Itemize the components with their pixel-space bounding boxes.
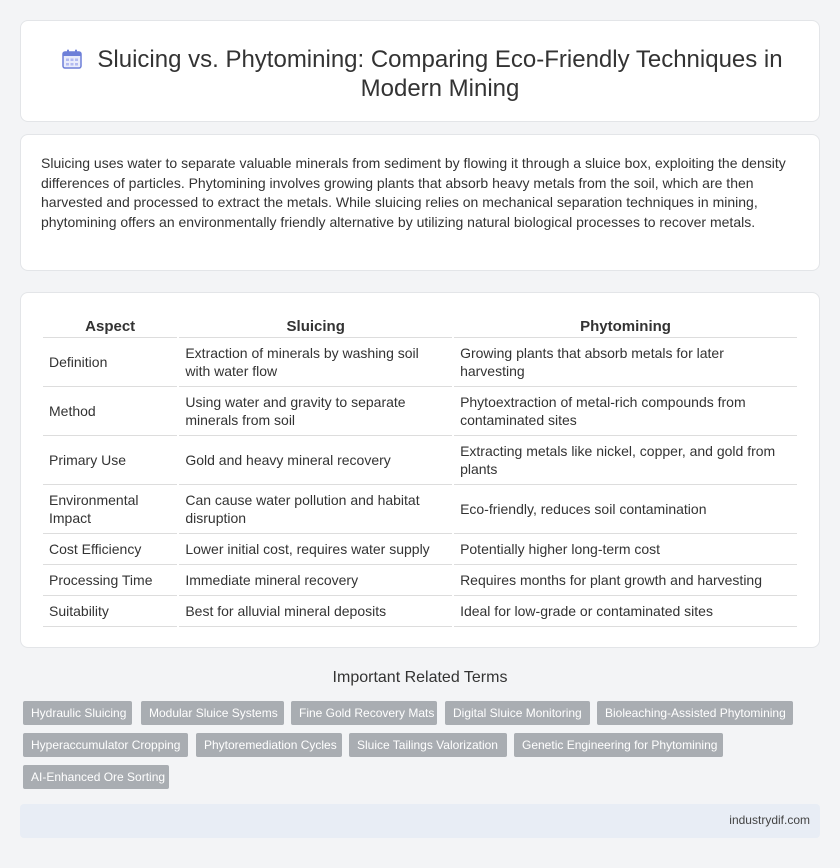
comparison-card: [20, 292, 820, 648]
sluicing-cell: Lower initial cost, requires water supply: [179, 534, 452, 565]
term-tag[interactable]: Phytoremediation Cycles: [196, 733, 342, 757]
aspect-cell: Cost Efficiency: [43, 534, 177, 565]
term-tag[interactable]: Genetic Engineering for Phytomining: [514, 733, 723, 757]
aspect-cell: Environmental Impact: [43, 485, 177, 534]
term-tag[interactable]: Bioleaching-Assisted Phytomining: [597, 701, 793, 725]
phytomining-cell: Growing plants that absorb metals for later harvesting: [454, 338, 797, 387]
phytomining-cell: Eco-friendly, reduces soil contamination: [454, 485, 797, 534]
aspect-cell: Suitability: [43, 596, 177, 627]
phytomining-cell: Phytoextraction of metal-rich compounds from contaminated sites: [454, 387, 797, 436]
table-header-row: [43, 315, 797, 338]
table-row: [43, 338, 797, 387]
comparison-table: [41, 315, 799, 627]
sluicing-cell: Extraction of minerals by washing soil with water flow: [179, 338, 452, 387]
header-sluicing: Sluicing: [179, 315, 452, 338]
sluicing-cell: Using water and gravity to separate minerals from soil: [179, 387, 452, 436]
table-row: [43, 436, 797, 485]
term-tag[interactable]: Fine Gold Recovery Mats: [291, 701, 437, 725]
calendar-icon: [61, 48, 83, 70]
sluicing-cell: Gold and heavy mineral recovery: [179, 436, 452, 485]
phytomining-cell: Potentially higher long-term cost: [454, 534, 797, 565]
term-tag[interactable]: Hyperaccumulator Cropping: [23, 733, 188, 757]
footer: [20, 804, 820, 838]
phytomining-cell: Extracting metals like nickel, copper, and gold from plants: [454, 436, 797, 485]
header-phytomining: Phytomining: [454, 315, 797, 338]
term-tag[interactable]: AI-Enhanced Ore Sorting: [23, 765, 169, 789]
table-row: [43, 387, 797, 436]
aspect-cell: Processing Time: [43, 565, 177, 596]
phytomining-cell: Ideal for low-grade or contaminated sites: [454, 596, 797, 627]
title-card: [20, 20, 820, 122]
term-tag[interactable]: Hydraulic Sluicing: [23, 701, 132, 725]
page-title: Sluicing vs. Phytomining: Comparing Eco-Friendly Techniques in Modern Mining: [97, 46, 783, 102]
sluicing-cell: Can cause water pollution and habitat disruption: [179, 485, 452, 534]
summary-text: Sluicing uses water to separate valuable minerals from sediment by flowing it through a sluice box, exploiting the density differences of particles. Phytomining involves growing plants that absorb heavy metals from the soil, which are then harvested and processed to extract the metals. While sluicing relies on mechanical separation techniques in mining, phytomining offers an environmentally friendly alternative by utilizing natural biological processes to recover metals.: [41, 155, 786, 230]
summary-card: [20, 134, 820, 271]
term-tag[interactable]: Modular Sluice Systems: [141, 701, 284, 725]
term-tag[interactable]: Sluice Tailings Valorization: [349, 733, 507, 757]
table-row: [43, 534, 797, 565]
sluicing-cell: Best for alluvial mineral deposits: [179, 596, 452, 627]
sluicing-cell: Immediate mineral recovery: [179, 565, 452, 596]
related-terms-heading: Important Related Terms: [332, 669, 508, 686]
phytomining-cell: Requires months for plant growth and harvesting: [454, 565, 797, 596]
aspect-cell: Definition: [43, 338, 177, 387]
header-aspect: Aspect: [43, 315, 177, 338]
table-row: [43, 596, 797, 627]
aspect-cell: Method: [43, 387, 177, 436]
table-row: [43, 485, 797, 534]
aspect-cell: Primary Use: [43, 436, 177, 485]
term-tag[interactable]: Digital Sluice Monitoring: [445, 701, 590, 725]
footer-site-link[interactable]: industrydif.com: [729, 813, 810, 827]
table-row: [43, 565, 797, 596]
